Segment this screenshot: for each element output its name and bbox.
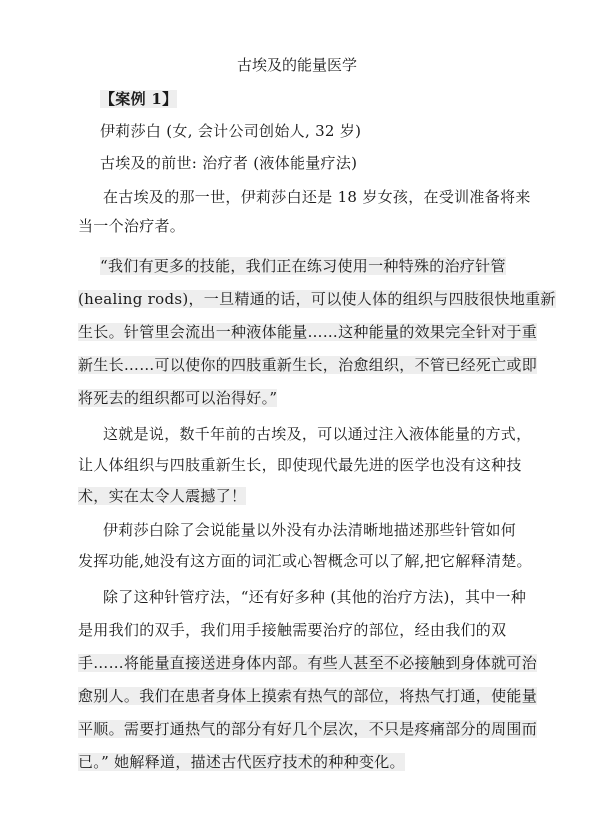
paragraph-3-line-1: 这就是说，数千年前的古埃及，可以通过注入液体能量的方式， <box>103 425 532 443</box>
paragraph-2-line-5: 将死去的组织都可以治得好。” <box>78 389 278 407</box>
paragraph-4-line-2: 发挥功能,她没有这方面的词汇或心智概念可以了解,把它解释清楚。 <box>78 552 532 570</box>
paragraph-5-line-5: 平顺。需要打通热气的部分有好几个层次，不只是疼痛部分的周围而 <box>78 720 538 738</box>
paragraph-4-line-1: 伊莉莎白除了会说能量以外没有办法清晰地描述那些针管如何 <box>103 521 517 539</box>
subject-line: 伊莉莎白 (女, 会计公司创始人, 32 岁) <box>100 122 362 140</box>
paragraph-2-line-3: 生长。针管里会流出一种液体能量……这种能量的效果完全针对于重 <box>78 323 538 341</box>
paragraph-5-line-1: 除了这种针管疗法，“还有好多种 (其他的治疗方法)，其中一种 <box>103 588 527 606</box>
paragraph-1-line-2: 当一个治疗者。 <box>78 217 186 235</box>
paragraph-2-line-2: (healing rods)，一旦精通的话，可以使人体的组织与四肢很快地重新 <box>78 290 556 308</box>
paragraph-2-line-1: “我们有更多的技能，我们正在练习使用一种特殊的治疗针管 <box>100 257 506 275</box>
paragraph-5-line-3: 手……将能量直接送进身体内部。有些人甚至不必接触到身体就可治 <box>78 654 538 672</box>
paragraph-3-line-2: 让人体组织与四肢重新生长，即使现代最先进的医学也没有这种技 <box>78 456 522 474</box>
page-title: 古埃及的能量医学 <box>236 56 357 74</box>
paragraph-5-line-2: 是用我们的双手，我们用手接触需要治疗的部位，经由我们的双 <box>78 621 507 639</box>
paragraph-3-line-3: 术，实在太令人震撼了！ <box>78 487 247 505</box>
previous-life-line: 古埃及的前世: 治疗者 (液体能量疗法) <box>100 154 358 172</box>
paragraph-2-line-4: 新生长……可以使你的四肢重新生长，治愈组织，不管已经死亡或即 <box>78 356 538 374</box>
paragraph-5-line-4: 愈别人。我们在患者身体上摸索有热气的部位，将热气打通，使能量 <box>78 687 538 705</box>
paragraph-1-line-1: 在古埃及的那一世，伊莉莎白还是 18 岁女孩，在受训准备将来 <box>103 188 531 206</box>
case-label: 【案例 1】 <box>100 90 178 108</box>
paragraph-5-line-6: 已。” 她解释道，描述古代医疗技术的种种变化。 <box>78 753 405 771</box>
